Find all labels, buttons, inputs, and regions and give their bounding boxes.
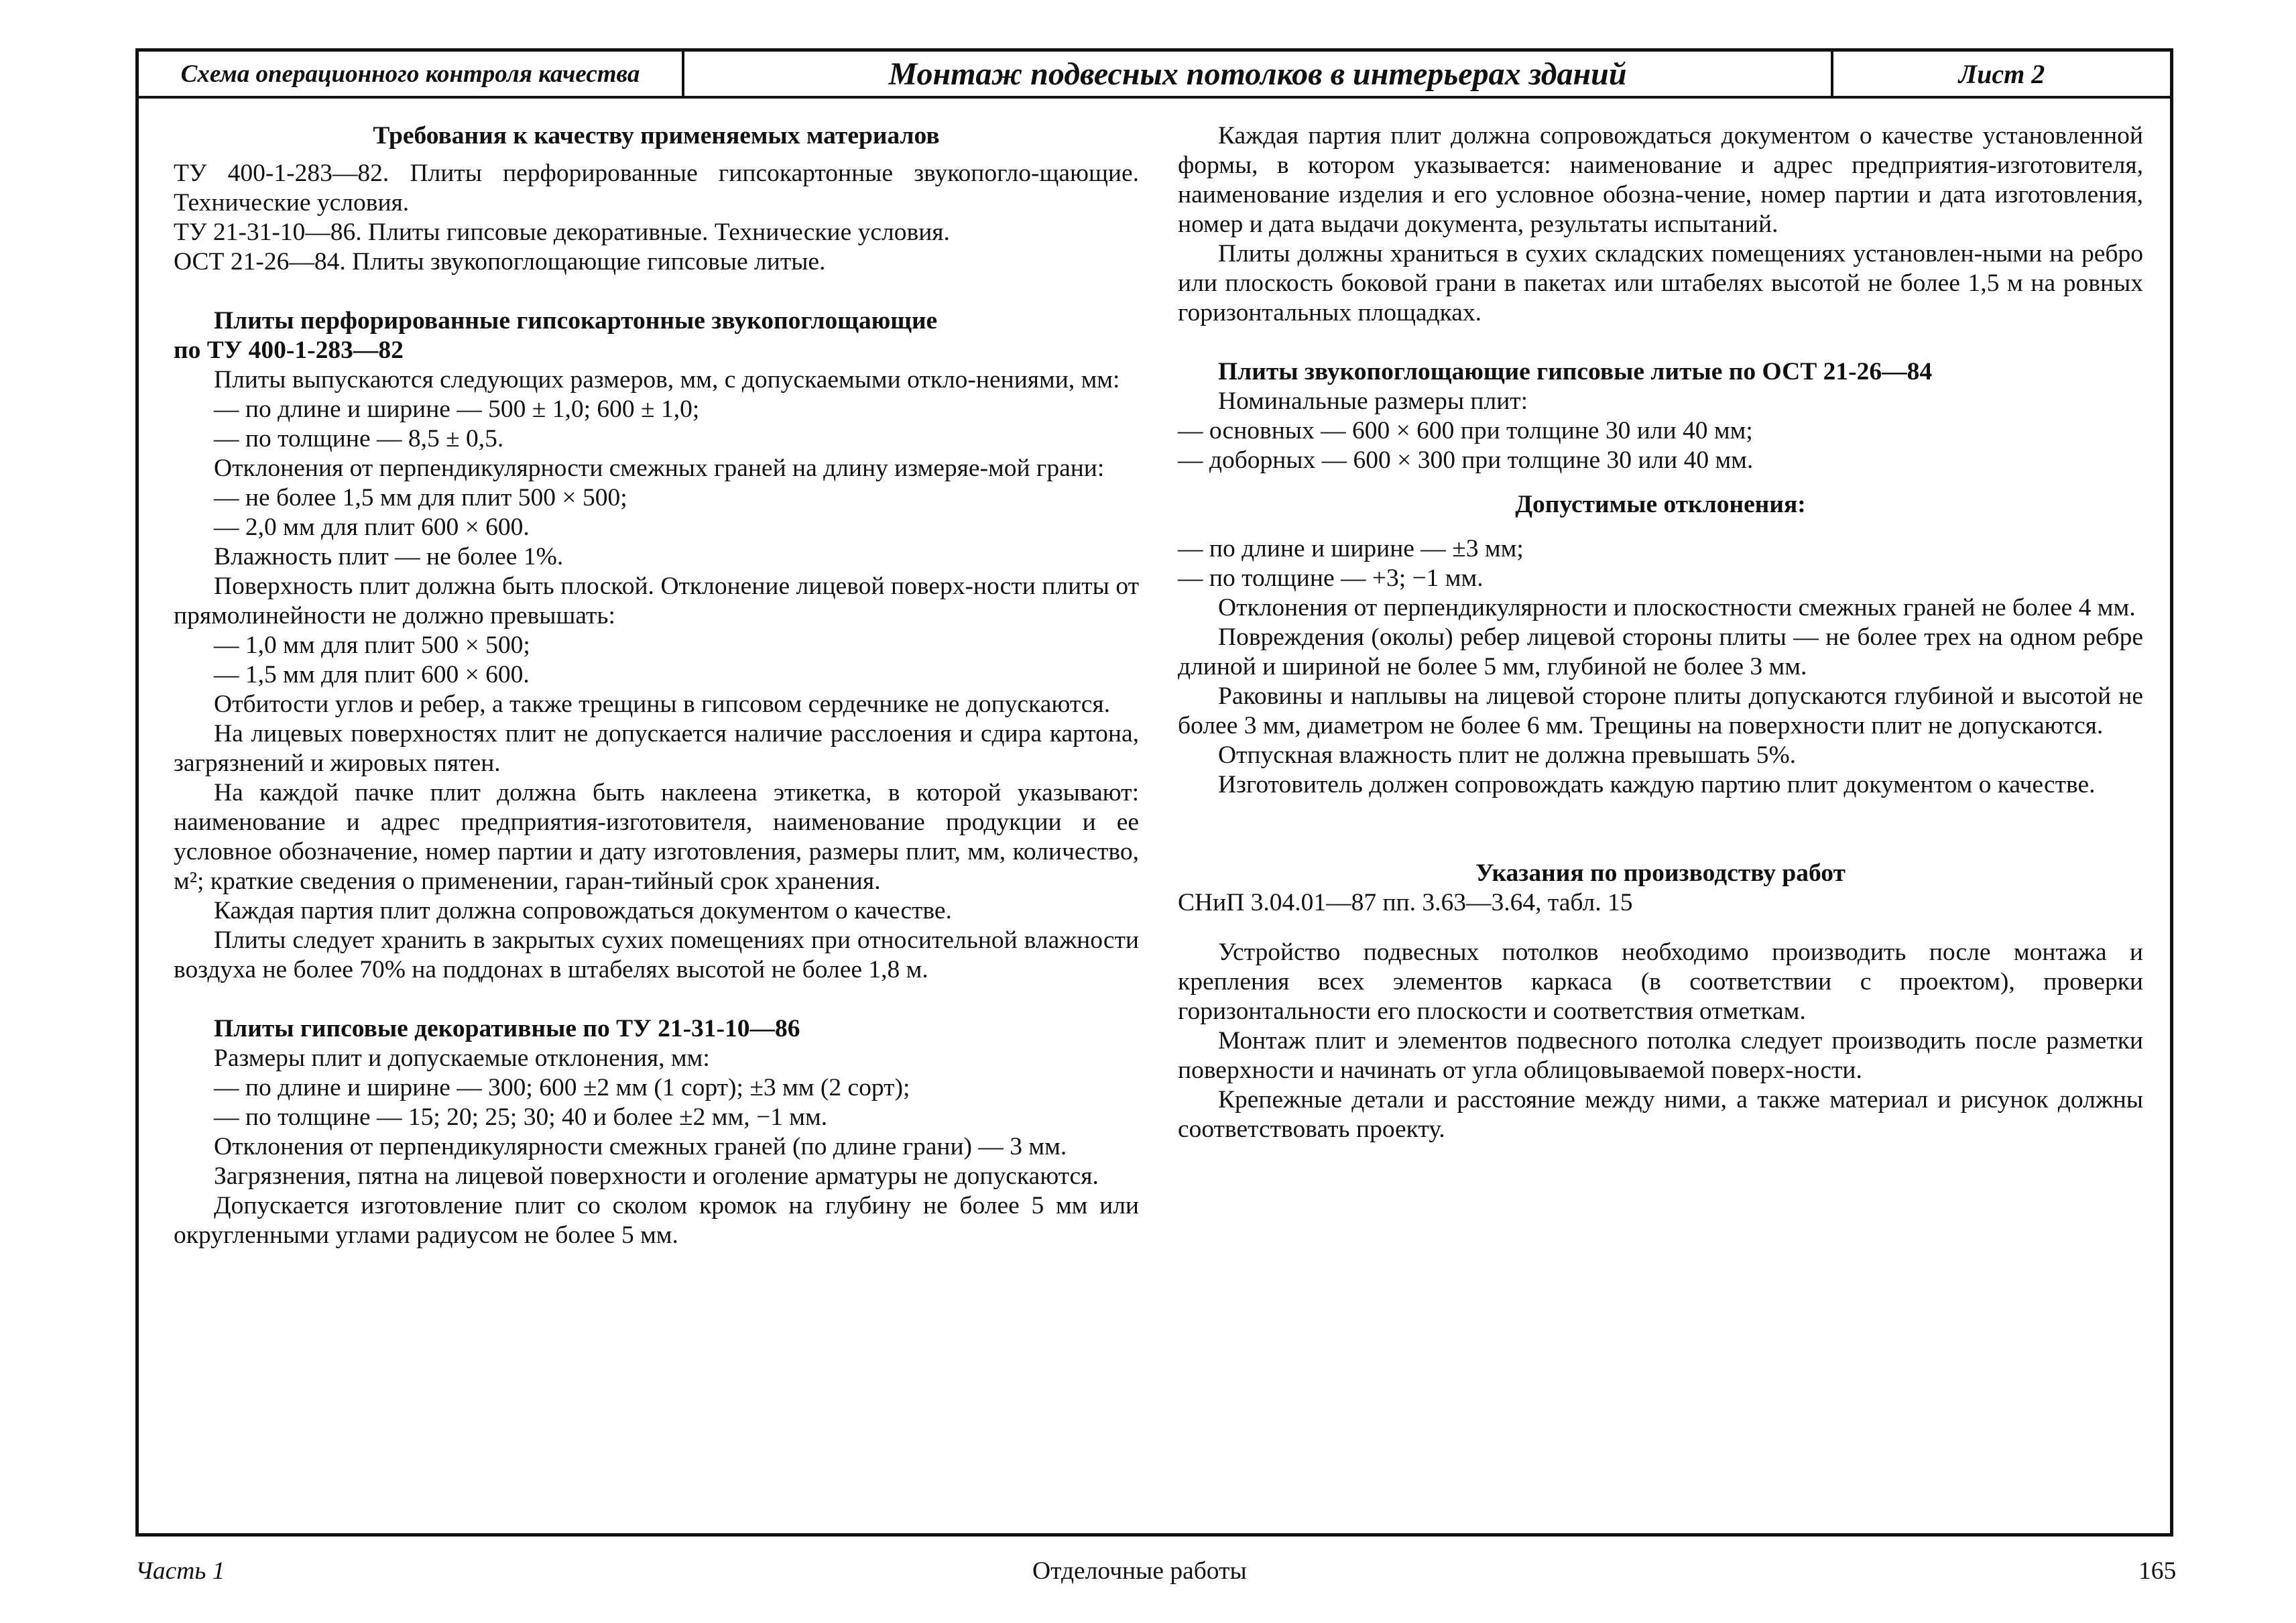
- sheet-number: Лист 2: [1958, 58, 2045, 89]
- paragraph: На каждой пачке плит должна быть наклеена этикетка, в которой указывают: наименование и адрес предприятия-изготовителя, наименование продукции и ее условное обозначение, номер партии и дату изготовления, размеры плит, мм, количество, м²; краткие сведения о применении, гаран-тийный срок хранения.: [174, 779, 1139, 895]
- heading-perforated-b: по ТУ 400-1-283—82: [174, 337, 404, 364]
- list-item: — по длине и ширине — ±3 мм;: [1178, 535, 1524, 562]
- header-left: Схема операционного контроля качества: [139, 52, 684, 96]
- header-title: Монтаж подвесных потолков в интерьерах зданий: [684, 52, 1833, 96]
- paragraph: Отпускная влажность плит не должна превышать 5%.: [1218, 741, 1797, 769]
- standard-2: ТУ 21-31-10—86. Плиты гипсовые декоративные. Технические условия.: [174, 219, 950, 246]
- footer-part: Часть 1: [135, 1557, 225, 1585]
- work-reference: СНиП 3.04.01—87 пп. 3.63—3.64, табл. 15: [1178, 889, 1633, 916]
- list-item: — по длине и ширине — 500 ± 1,0; 600 ± 1,0;: [214, 396, 700, 423]
- paragraph: На лицевых поверхностях плит не допускается наличие расслоения и сдира картона, загрязнений и жировых пятен.: [174, 720, 1139, 777]
- paragraph: Отклонения от перпендикулярности смежных граней (по длине грани) — 3 мм.: [214, 1133, 1067, 1160]
- paragraph: Устройство подвесных потолков необходимо производить после монтажа и крепления всех элементов каркаса (в соответствии с проектом), проверки горизонтальности его плоскости и соответствия отметкам.: [1178, 939, 2143, 1025]
- paragraph: Номинальные размеры плит:: [1218, 387, 1528, 415]
- paragraph: Отклонения от перпендикулярности смежных граней на длину измеряе-мой грани:: [214, 455, 1105, 482]
- paragraph: Плиты следует хранить в закрытых сухих помещениях при относительной влажности воздуха не более 70% на поддонах в штабелях высотой не более 1,8 м.: [174, 926, 1139, 983]
- heading-work-instructions: Указания по производству работ: [1475, 859, 1846, 887]
- list-item: — по толщине — +3; −1 мм.: [1178, 564, 1484, 592]
- paragraph: Повреждения (околы) ребер лицевой стороны плиты — не более трех на одном ребре длиной и шириной не более 5 мм, глубиной не более 3 мм.: [1178, 623, 2143, 680]
- paragraph: Раковины и наплывы на лицевой стороне плиты допускаются глубиной и высотой не более 3 мм, диаметром не более 6 мм. Трещины на поверхности плит не допускаются.: [1178, 682, 2143, 739]
- heading-perforated-a: Плиты перфорированные гипсокартонные звукопоглощающие: [214, 307, 938, 335]
- paragraph: Влажность плит — не более 1%.: [214, 543, 564, 570]
- paragraph: Плиты выпускаются следующих размеров, мм, с допускаемыми откло-нениями, мм:: [214, 366, 1120, 394]
- standard-3: ОСТ 21-26—84. Плиты звукопоглощающие гипсовые литые.: [174, 248, 826, 276]
- list-item: — доборных — 600 × 300 при толщине 30 или 40 мм.: [1178, 446, 1754, 474]
- paragraph: Размеры плит и допускаемые отклонения, мм:: [214, 1044, 710, 1072]
- standard-1: ТУ 400-1-283—82. Плиты перфорированные гипсокартонные звукопогло-щающие. Технические условия.: [174, 160, 1139, 217]
- paragraph: Монтаж плит и элементов подвесного потолка следует производить после разметки поверхности и начинать от угла облицовываемой поверх-ности.: [1178, 1027, 2143, 1084]
- list-item: — основных — 600 × 600 при толщине 30 или 40 мм;: [1178, 417, 1753, 444]
- title-block: [139, 52, 2170, 99]
- paragraph: Допускается изготовление плит со сколом кромок на глубину не более 5 мм или округленными углами радиусом не более 5 мм.: [174, 1192, 1139, 1249]
- paragraph: Отклонения от перпендикулярности и плоскостности смежных граней не более 4 мм.: [1218, 594, 2136, 621]
- list-item: — по длине и ширине — 300; 600 ±2 мм (1 сорт); ±3 мм (2 сорт);: [214, 1074, 910, 1101]
- heading-deviations: Допустимые отклонения:: [1515, 491, 1806, 518]
- list-item: — по толщине — 15; 20; 25; 30; 40 и более ±2 мм, −1 мм.: [214, 1103, 828, 1131]
- paragraph: Поверхность плит должна быть плоской. Отклонение лицевой поверх-ности плиты от прямолинейности не должно превышать:: [174, 573, 1139, 629]
- page-number: 165: [2138, 1557, 2177, 1585]
- list-item: — по толщине — 8,5 ± 0,5.: [214, 425, 504, 453]
- list-item: — 2,0 мм для плит 600 × 600.: [214, 514, 530, 541]
- list-item: — 1,0 мм для плит 500 × 500;: [214, 632, 530, 659]
- footer-section: Отделочные работы: [1032, 1557, 1247, 1585]
- section-title-materials: Требования к качеству применяемых материалов: [373, 122, 940, 149]
- left-column: [174, 121, 1139, 1250]
- paragraph: Каждая партия плит должна сопровождаться документом о качестве.: [214, 897, 952, 924]
- paragraph: Изготовитель должен сопровождать каждую партию плит документом о качестве.: [1218, 771, 2096, 798]
- paragraph: Каждая партия плит должна сопровождаться документом о качестве установленной формы, в котором указывается: наименование и адрес предприятия-изготовителя, наименование изделия и его условное обозна-чение, номер партии и дата изготовления, номер и дата выдачи документа, результаты испытаний.: [1178, 122, 2143, 238]
- heading-decorative: Плиты гипсовые декоративные по ТУ 21-31-10—86: [214, 1015, 800, 1042]
- paragraph: Крепежные детали и расстояние между ними, а также материал и рисунок должны соответствовать проекту.: [1178, 1086, 2143, 1143]
- page-frame: [135, 48, 2173, 1537]
- right-column: [1178, 121, 2143, 1144]
- paragraph: Отбитости углов и ребер, а также трещины в гипсовом сердечнике не допускаются.: [214, 690, 1110, 718]
- heading-cast-plates: Плиты звукопоглощающие гипсовые литые по ОСТ 21-26—84: [1218, 358, 1933, 385]
- list-item: — не более 1,5 мм для плит 500 × 500;: [214, 484, 627, 512]
- paragraph: Загрязнения, пятна на лицевой поверхности и оголение арматуры не допускаются.: [214, 1162, 1099, 1190]
- paragraph: Плиты должны храниться в сухих складских помещениях установлен-ными на ребро или плоскость боковой грани в пакетах или штабелях высотой не более 1,5 м на ровных горизонтальных площадках.: [1178, 240, 2143, 326]
- list-item: — 1,5 мм для плит 600 × 600.: [214, 661, 530, 688]
